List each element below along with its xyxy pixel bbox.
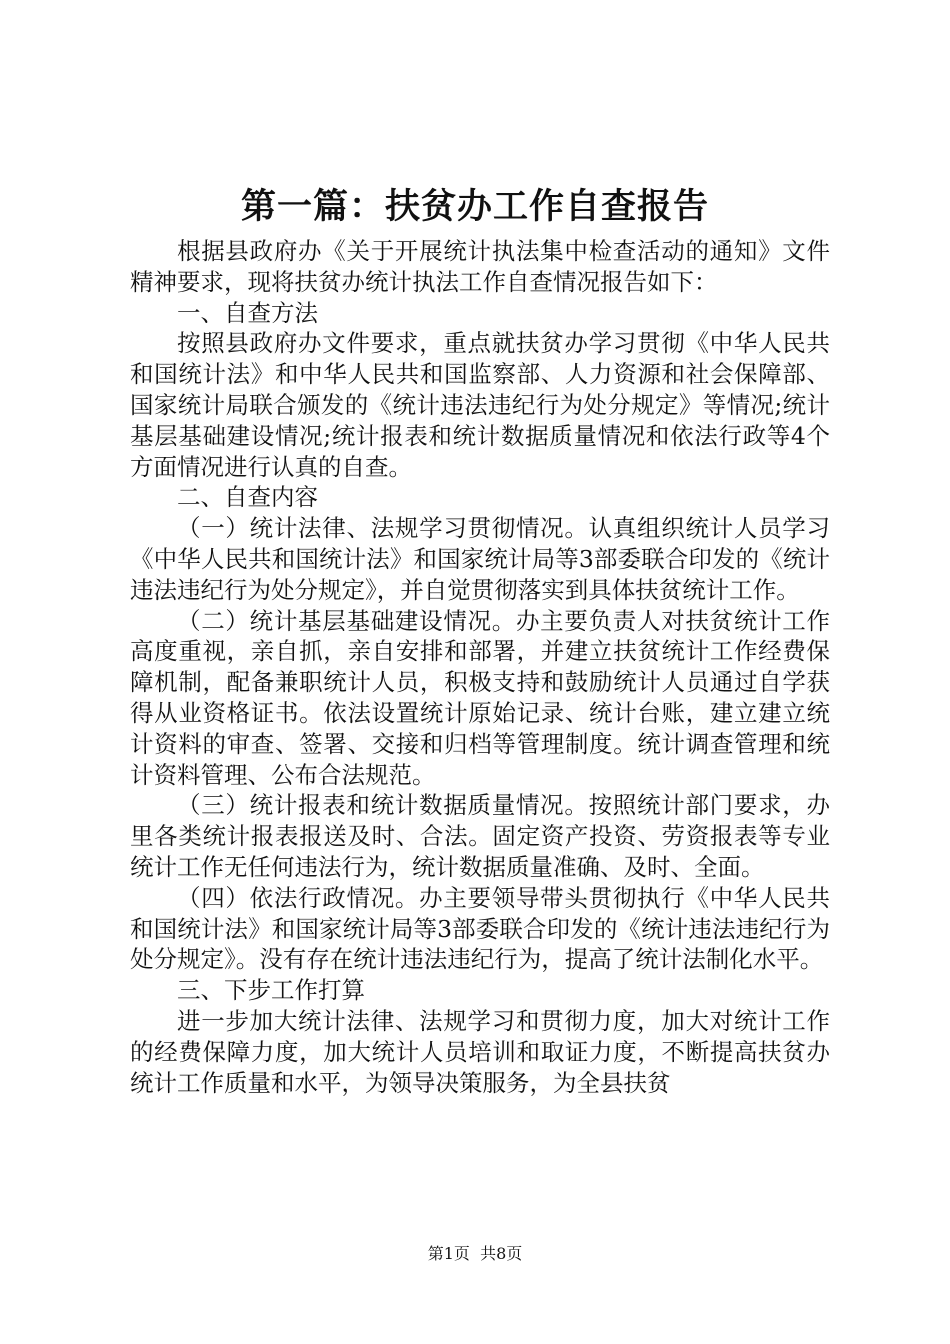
page-number: 第1页 — [427, 1244, 470, 1263]
content-paragraph-3: （三）统计报表和统计数据质量情况。按照统计部门要求，办里各类统计报表报送及时、合法。固定资产投资、劳资报表等专业统计工作无任何违法行为，统计数据质量准确、及时、全面。 — [130, 791, 830, 881]
section-heading-plan: 三、下步工作打算 — [177, 976, 365, 1005]
document-title: 第一篇：扶贫办工作自查报告 — [240, 186, 709, 227]
intro-paragraph: 根据县政府办《关于开展统计执法集中检查活动的通知》文件精神要求，现将扶贫办统计执法工作自查情况报告如下： — [130, 237, 830, 296]
content-paragraph-1: （一）统计法律、法规学习贯彻情况。认真组织统计人员学习《中华人民共和国统计法》和国家统计局等3部委联合印发的《统计违法违纪行为处分规定》，并自觉贯彻落实到具体扶贫统计工作。 — [130, 514, 830, 604]
content-paragraph-2: （二）统计基层基础建设情况。办主要负责人对扶贫统计工作高度重视，亲自抓，亲自安排和部署，并建立扶贫统计工作经费保障机制，配备兼职统计人员，积极支持和鼓励统计人员通过自学获得从业资格证书。依法设置统计原始记录、统计台账，建立建立统计资料的审查、签署、交接和归档等管理制度。统计调查管理和统计资料管理、公布合法规范。 — [130, 606, 830, 789]
content-paragraph-4: （四）依法行政情况。办主要领导带头贯彻执行《中华人民共和国统计法》和国家统计局等3部委联合印发的《统计违法违纪行为处分规定》。没有存在统计违法违纪行为，提高了统计法制化水平。 — [130, 883, 830, 974]
section-heading-content: 二、自查内容 — [177, 483, 318, 512]
page-footer — [0, 1243, 950, 1265]
method-paragraph: 按照县政府办文件要求，重点就扶贫办学习贯彻《中华人民共和国统计法》和中华人民共和国监察部、人力资源和社会保障部、国家统计局联合颁发的《统计违法违纪行为处分规定》等情况;统计基层基础建设情况;统计报表和统计数据质量情况和依法行政等4个方面情况进行认真的自查。 — [130, 329, 830, 481]
section-heading-method: 一、自查方法 — [177, 298, 318, 327]
plan-paragraph: 进一步加大统计法律、法规学习和贯彻力度，加大对统计工作的经费保障力度，加大统计人员培训和取证力度，不断提高扶贫办统计工作质量和水平，为领导决策服务，为全县扶贫 — [130, 1006, 830, 1097]
page-total: 共8页 — [480, 1244, 523, 1263]
document-body — [130, 236, 830, 1098]
